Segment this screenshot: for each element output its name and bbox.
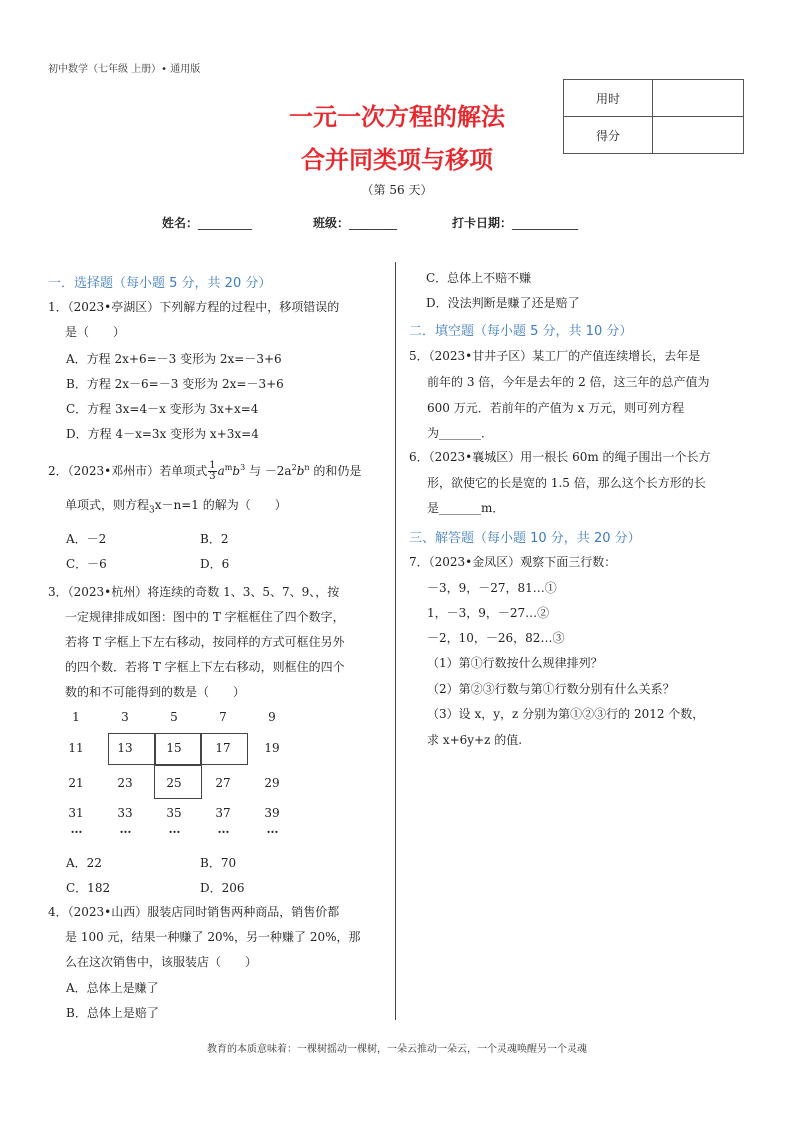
q4-stem-line3: 么在这次销售中，该服装店（ ） xyxy=(65,955,258,969)
q5-stem-line2: 前年的 3 倍，今年是去年的 2 倍，这三年的总产值为 xyxy=(427,375,710,389)
q5-stem-line3: 600 万元．若前年的产值为 x 万元，则可列方程 xyxy=(427,401,685,415)
q7-subq2: （2）第②③行数与第①行数分别有什么关系？ xyxy=(427,682,675,696)
grid-number: 33 xyxy=(117,806,133,820)
q4-option-c[interactable]: C．总体上不赔不赚 xyxy=(426,271,532,285)
q6-answer-blank[interactable]: 是_______m． xyxy=(427,501,505,515)
time-label: 用时 xyxy=(564,80,653,117)
q4-option-d[interactable]: D．没法判断是赚了还是赔了 xyxy=(426,296,580,310)
section-choice-heading: 一．选择题（每小题 5 分，共 20 分） xyxy=(48,276,272,291)
grid-number: 13 xyxy=(117,741,133,755)
q1-stem-line1: 1．（2023•亭湖区）下列解方程的过程中，移项错误的 xyxy=(48,300,340,314)
q3-stem-line4: 的四个数．若将 T 字框上下左右移动，则框住的四个 xyxy=(65,660,345,674)
grid-number: 9 xyxy=(268,710,276,724)
grid-ellipsis: … xyxy=(266,822,278,836)
q4-stem-line2: 是 100 元，结果一种赚了 20%，另一种赚了 20%，那 xyxy=(65,930,361,944)
q2-stem-line1: 2．（2023•邓州市）若单项式 $\frac{1}{3}$ $a^mb^3$ 与 $-2a^2b^n$ 的和仍是 xyxy=(48,460,362,482)
q7-subq1: （1）第①行数按什么规律排列？ xyxy=(427,656,603,670)
date-blank[interactable]: ___________ xyxy=(512,216,579,230)
grid-number: 3 xyxy=(121,710,129,724)
class-field[interactable] xyxy=(313,214,397,231)
q2-fraction: $\frac{1}{3}$ xyxy=(209,460,216,482)
day-label: （第 56 天） xyxy=(361,183,433,197)
q2-option-b[interactable]: B．2 xyxy=(200,532,229,546)
grid-number: 7 xyxy=(219,710,227,724)
grid-number: 17 xyxy=(215,741,231,755)
q7-row3: －2，10，－26，82…③ xyxy=(427,631,565,645)
q4-option-b[interactable]: B．总体上是赔了 xyxy=(66,1006,159,1020)
column-divider xyxy=(395,262,396,1020)
grid-number: 35 xyxy=(166,806,182,820)
q1-option-d[interactable]: D．方程 4－x=3x 变形为 x+3x=4 xyxy=(66,427,259,441)
section-solve-heading: 三、解答题（每小题 10 分，共 20 分） xyxy=(409,531,641,546)
grid-number: 37 xyxy=(215,806,231,820)
q3-stem-line1: 3．（2023•杭州）将连续的奇数 1、3、5、7、9、，按 xyxy=(48,585,340,599)
grid-number: 29 xyxy=(264,776,280,790)
footer-quote: 教育的本质意味着：一棵树摇动一棵树，一朵云推动一朵云，一个灵魂唤醒另一个灵魂 xyxy=(207,1044,587,1055)
q7-row2: 1，－3，9，－27…② xyxy=(427,606,550,620)
q7-subq3-line2: 求 x+6y+z 的值. xyxy=(427,733,523,747)
q7-stem-line1: 7．（2023•金凤区）观察下面三行数： xyxy=(409,555,617,569)
q3-option-b[interactable]: B．70 xyxy=(200,856,237,870)
grid-ellipsis: … xyxy=(119,822,131,836)
q3-stem-line3: 若将 T 字框上下左右移动，按同样的方式可框住另外 xyxy=(65,635,345,649)
q4-option-a[interactable]: A．总体上是赚了 xyxy=(66,981,159,995)
grid-number: 21 xyxy=(68,776,84,790)
grid-ellipsis: … xyxy=(70,822,82,836)
grid-number: 5 xyxy=(170,710,178,724)
q1-stem-line2: 是（ ） xyxy=(65,325,126,339)
grid-number: 1 xyxy=(72,710,80,724)
grid-number: 15 xyxy=(166,741,182,755)
date-label: 打卡日期： xyxy=(452,216,513,230)
q6-stem-line1: 6．（2023•襄城区）用一根长 60m 的绳子围出一个长方 xyxy=(409,450,711,464)
name-label: 姓名： xyxy=(162,216,199,230)
q3-stem-line2: 一定规律排成如图：图中的 T 字框框住了四个数字， xyxy=(65,610,345,624)
q1-option-c[interactable]: C．方程 3x=4－x 变形为 3x+x=4 xyxy=(66,402,259,416)
q7-row1: －3，9，－27，81…① xyxy=(427,581,557,595)
q1-option-a[interactable]: A．方程 2x+6=－3 变形为 2x=－3+6 xyxy=(66,352,282,366)
date-field[interactable] xyxy=(452,214,578,231)
q3-option-a[interactable]: A．22 xyxy=(66,856,102,870)
q2-stem-line2: 单项式，则方程$_3$x－n=1 的解为（ ） xyxy=(65,498,287,516)
q3-stem-line5: 数的和不可能得到的数是（ ） xyxy=(65,685,246,699)
grid-number: 39 xyxy=(264,806,280,820)
grid-ellipsis: … xyxy=(217,822,229,836)
class-label: 班级： xyxy=(313,216,350,230)
q2-option-c[interactable]: C．－6 xyxy=(66,557,107,571)
name-field[interactable] xyxy=(162,214,252,231)
grid-ellipsis: … xyxy=(168,822,180,836)
section-fill-heading: 二．填空题（每小题 5 分，共 10 分） xyxy=(409,324,633,339)
grid-number: 23 xyxy=(117,776,133,790)
q3-option-d[interactable]: D．206 xyxy=(200,881,245,895)
page-title-line1: 一元一次方程的解法 xyxy=(289,103,505,131)
grid-number: 25 xyxy=(166,776,182,790)
q5-stem-line1: 5．（2023•甘井子区）某工厂的产值连续增长，去年是 xyxy=(409,349,701,363)
q5-answer-blank[interactable]: 为_______． xyxy=(427,426,494,440)
q2-option-d[interactable]: D．6 xyxy=(200,557,230,571)
name-blank[interactable]: _________ xyxy=(198,216,253,230)
q2-option-a[interactable]: A．－2 xyxy=(66,532,107,546)
q1-option-b[interactable]: B．方程 2x－6=－3 变形为 2x=－3+6 xyxy=(66,377,284,391)
grid-number: 11 xyxy=(68,741,84,755)
class-blank[interactable]: ________ xyxy=(349,216,398,230)
page-title-line2: 合并同类项与移项 xyxy=(301,146,493,174)
header-note: 初中数学（七年级 上册）• 通用版 xyxy=(48,64,201,75)
q7-subq3: （3）设 x，y，z 分别为第①②③行的 2012 个数， xyxy=(427,707,705,721)
q3-option-c[interactable]: C．182 xyxy=(66,881,111,895)
grid-number: 31 xyxy=(68,806,84,820)
q4-stem-line1: 4．（2023•山西）服装店同时销售两种商品，销售价都 xyxy=(48,905,340,919)
grid-number: 19 xyxy=(264,741,280,755)
grid-number: 27 xyxy=(215,776,231,790)
score-label: 得分 xyxy=(564,117,653,154)
q6-stem-line2: 形，欲使它的长是宽的 1.5 倍，那么这个长方形的长 xyxy=(427,476,706,490)
